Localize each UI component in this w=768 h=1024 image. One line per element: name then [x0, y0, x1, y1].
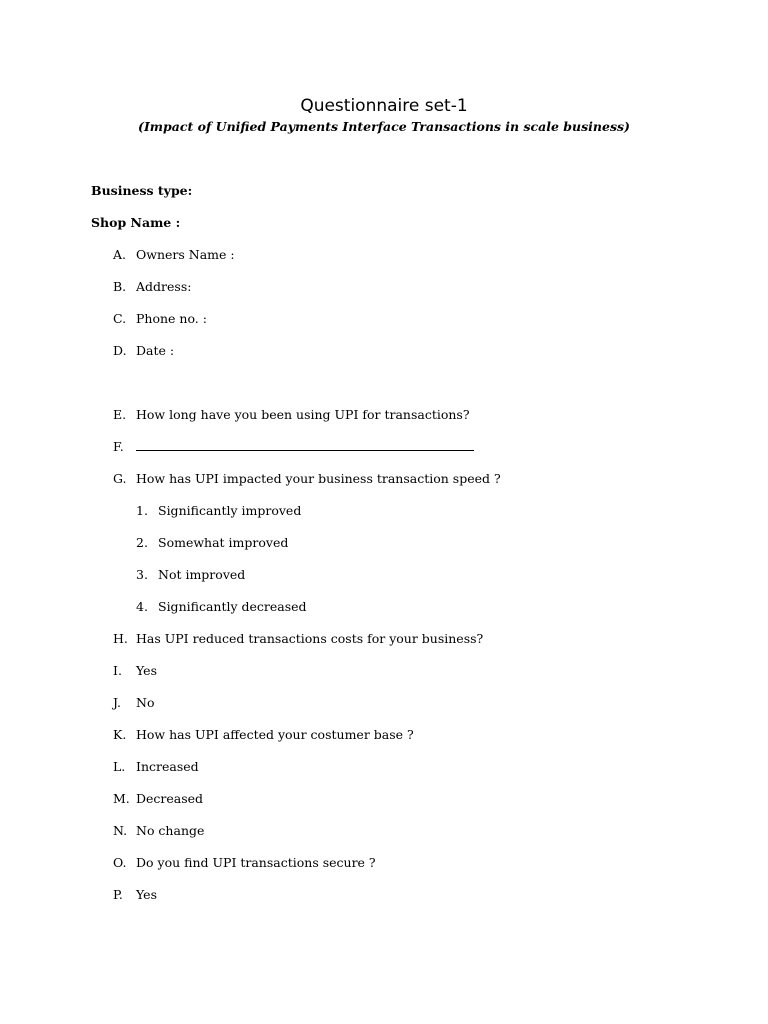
page-subtitle: (Impact of Unified Payments Interface Transactions in scale business) — [138, 119, 630, 134]
list-marker: C. — [113, 311, 127, 326]
answer-blank-line[interactable] — [136, 438, 474, 456]
date-label: Date : — [136, 343, 175, 358]
list-marker: K. — [113, 727, 127, 742]
list-marker: L. — [113, 759, 126, 774]
answer-option: Yes — [136, 663, 157, 678]
list-marker: A. — [113, 247, 127, 262]
list-marker: B. — [113, 279, 127, 294]
option-text: Significantly decreased — [158, 599, 307, 614]
list-marker: H. — [113, 631, 128, 646]
option-marker: 3. — [136, 567, 148, 582]
list-marker: G. — [113, 471, 127, 486]
question-customer-base: How has UPI affected your costumer base ? — [136, 727, 414, 742]
answer-option: Increased — [136, 759, 199, 774]
phone-label: Phone no. : — [136, 311, 207, 326]
question-security: Do you find UPI transactions secure ? — [136, 855, 376, 870]
question-transaction-speed: How has UPI impacted your business transaction speed ? — [136, 471, 501, 486]
option-text: Somewhat improved — [158, 535, 289, 550]
page-title: Questionnaire set-1 — [300, 96, 468, 116]
list-marker: O. — [113, 855, 127, 870]
question-usage-duration: How long have you been using UPI for transactions? — [136, 407, 470, 422]
list-marker: D. — [113, 343, 127, 358]
answer-option: No change — [136, 823, 205, 838]
shop-name-label: Shop Name : — [91, 215, 181, 230]
list-marker: F. — [113, 439, 124, 454]
answer-option: Decreased — [136, 791, 204, 806]
list-marker: M. — [113, 791, 130, 806]
answer-option: No — [136, 695, 155, 710]
question-transaction-costs: Has UPI reduced transactions costs for your business? — [136, 631, 484, 646]
answer-option: Yes — [136, 887, 157, 902]
list-marker: N. — [113, 823, 128, 838]
option-marker: 2. — [136, 535, 148, 550]
list-marker: E. — [113, 407, 127, 422]
list-marker: J. — [113, 695, 122, 710]
business-type-label: Business type: — [91, 183, 193, 198]
address-label: Address: — [136, 279, 192, 294]
owners-name-label: Owners Name : — [136, 247, 235, 262]
list-marker: I. — [113, 663, 122, 678]
option-text: Significantly improved — [158, 503, 302, 518]
option-marker: 4. — [136, 599, 148, 614]
option-text: Not improved — [158, 567, 246, 582]
list-marker: P. — [113, 887, 123, 902]
option-marker: 1. — [136, 503, 148, 518]
